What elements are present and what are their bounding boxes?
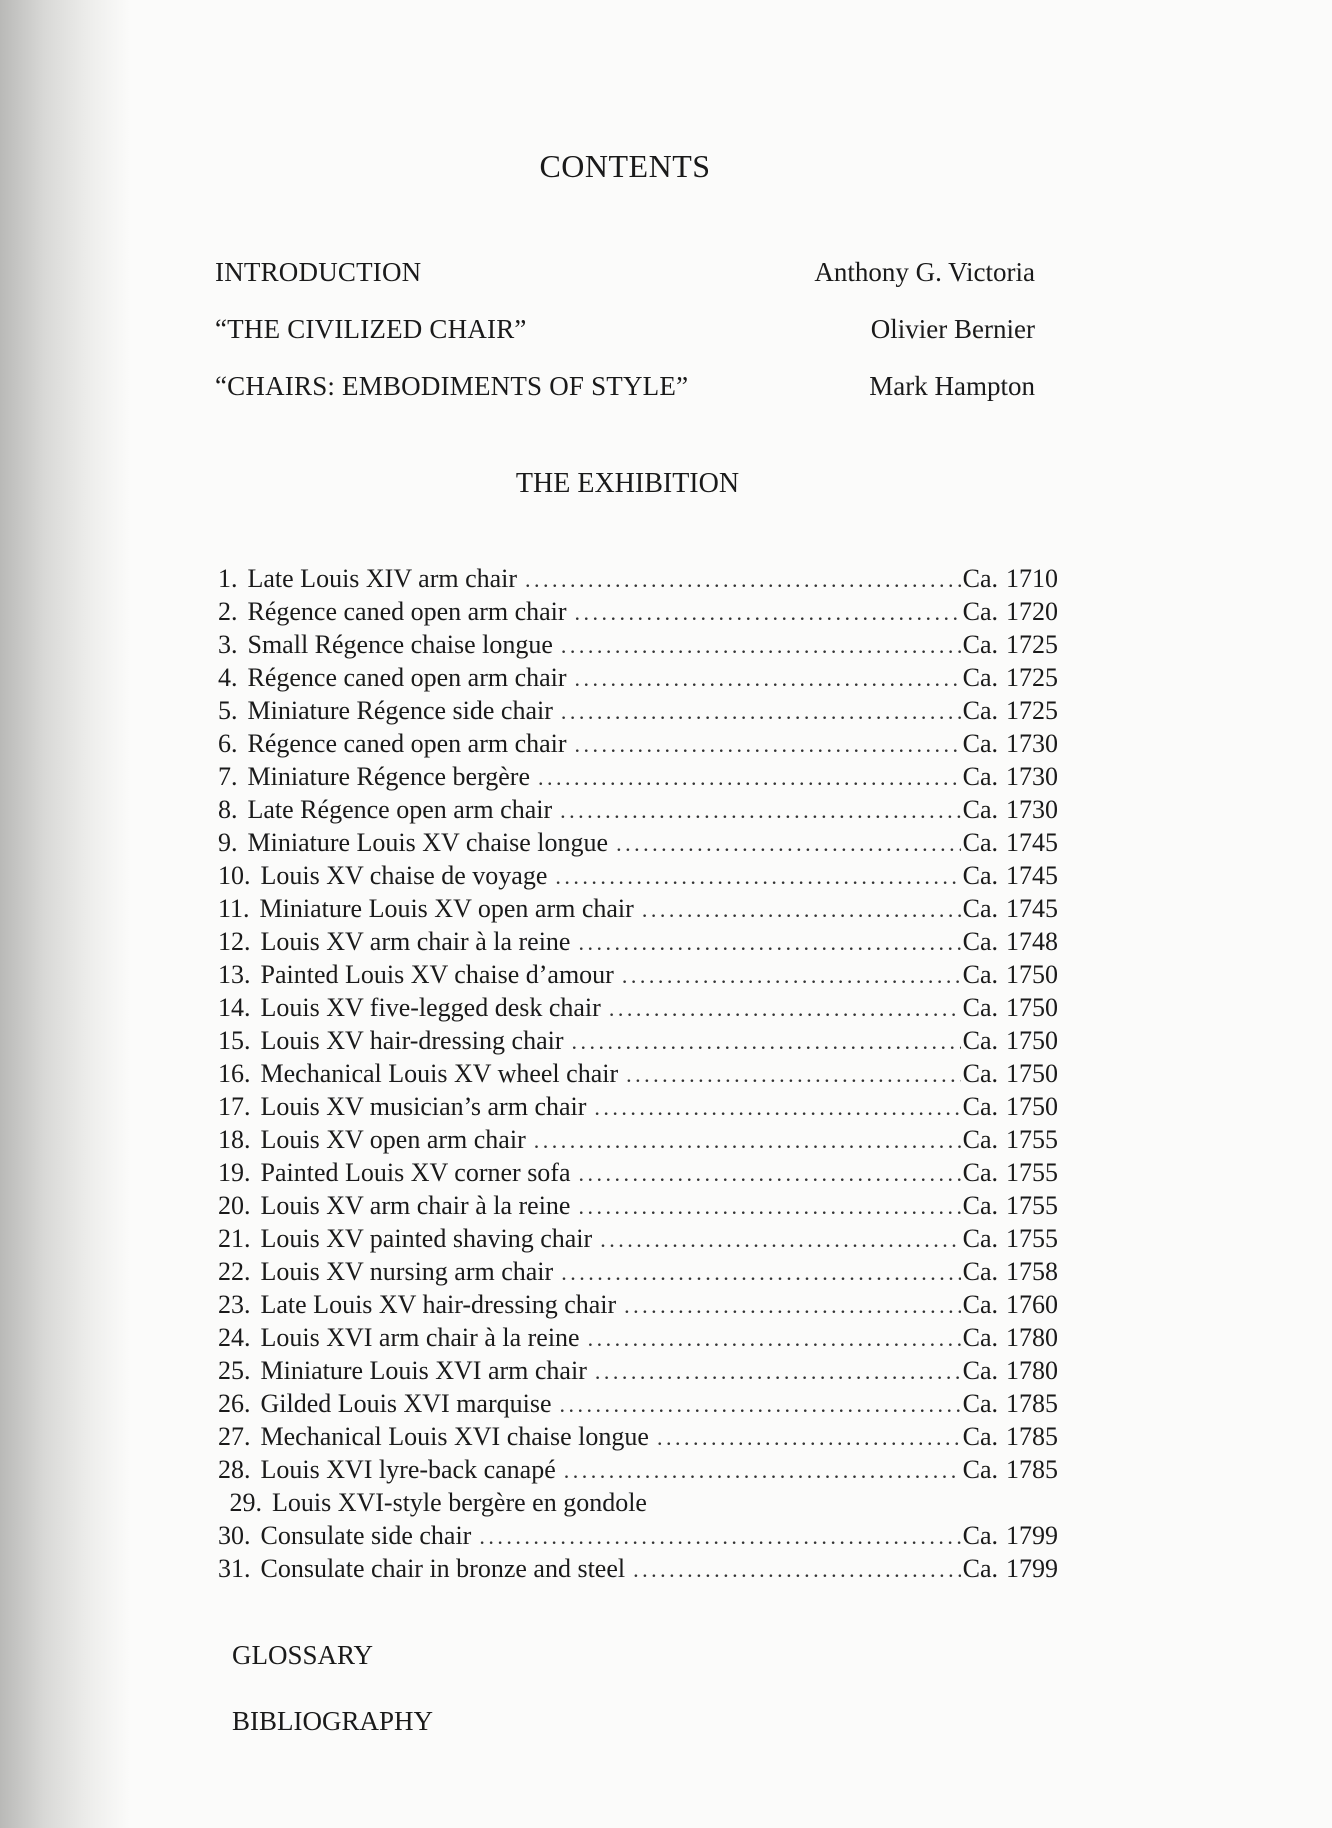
item-title: Louis XV five-legged desk chair	[260, 993, 601, 1022]
item-date-year: 1725	[1006, 630, 1058, 659]
item-date-year: 1750	[1006, 960, 1058, 989]
item-number: 26.	[218, 1389, 251, 1418]
item-number: 12.	[218, 927, 251, 956]
dot-leader	[578, 930, 960, 956]
dot-leader	[572, 1029, 961, 1055]
item-number: 9.	[218, 828, 238, 857]
item-date-year: 1730	[1006, 762, 1058, 791]
item-number: 23.	[218, 1290, 251, 1319]
item-date-circa: Ca.	[962, 1191, 998, 1220]
item-date-year: 1750	[1006, 1059, 1058, 1088]
exhibition-item-row	[218, 1323, 1058, 1356]
item-title: Louis XV nursing arm chair	[260, 1257, 554, 1286]
dot-leader	[600, 1227, 960, 1253]
item-number: 1.	[218, 564, 238, 593]
essay-title: “CHAIRS: EMBODIMENTS OF STYLE”	[215, 371, 689, 401]
item-date-year: 1785	[1006, 1422, 1058, 1451]
exhibition-item-row	[218, 861, 1058, 894]
exhibition-item-row	[218, 894, 1058, 927]
item-date-year: 1755	[1006, 1125, 1058, 1154]
item-date	[963, 1092, 1058, 1122]
item-number: 11.	[218, 894, 250, 923]
item-date-year: 1780	[1006, 1323, 1058, 1352]
item-date	[963, 696, 1058, 726]
dot-leader	[534, 1128, 961, 1154]
essay-title: INTRODUCTION	[215, 257, 422, 287]
item-date	[963, 894, 1058, 924]
item-number: 3.	[218, 630, 238, 659]
dot-leader	[642, 897, 961, 923]
dot-leader	[622, 963, 961, 989]
item-date-circa: Ca.	[962, 564, 998, 593]
item-date-year: 1755	[1006, 1191, 1058, 1220]
dot-leader	[657, 1425, 961, 1451]
item-number: 7.	[218, 762, 238, 791]
dot-leader	[575, 666, 961, 692]
item-date-circa: Ca.	[962, 762, 998, 791]
item-title: Miniature Louis XV open arm chair	[259, 894, 634, 923]
item-number: 2.	[218, 597, 238, 626]
item-date-circa: Ca.	[962, 597, 998, 626]
item-date-circa: Ca.	[962, 663, 998, 692]
item-date	[963, 828, 1058, 858]
exhibition-item-row	[218, 1389, 1058, 1422]
item-date-circa: Ca.	[962, 1455, 998, 1484]
item-date-circa: Ca.	[962, 1422, 998, 1451]
scan-page-shadow	[0, 0, 130, 1828]
exhibition-list	[218, 564, 1058, 1587]
exhibition-item-row	[218, 828, 1058, 861]
item-date	[963, 663, 1058, 693]
exhibition-item-row	[218, 795, 1058, 828]
item-date	[963, 630, 1058, 660]
item-title: Louis XV open arm chair	[260, 1125, 526, 1154]
item-date-circa: Ca.	[962, 1521, 998, 1550]
dot-leader	[579, 1161, 961, 1187]
glossary-entry: GLOSSARY	[232, 1640, 374, 1670]
item-date-year: 1750	[1006, 1092, 1058, 1121]
item-number: 28.	[218, 1455, 251, 1484]
item-date-year: 1710	[1006, 564, 1058, 593]
item-date	[963, 729, 1058, 759]
item-number: 16.	[218, 1059, 251, 1088]
item-date	[963, 1356, 1058, 1386]
item-title: Miniature Régence bergère	[247, 762, 530, 791]
item-number: 25.	[218, 1356, 251, 1385]
essay-row-introduction	[215, 257, 1035, 297]
exhibition-item-row	[218, 663, 1058, 696]
item-title: Louis XV painted shaving chair	[260, 1224, 593, 1253]
item-title: Painted Louis XV corner sofa	[260, 1158, 571, 1187]
essay-author: Olivier Bernier	[870, 314, 1035, 344]
item-date-circa: Ca.	[962, 1158, 998, 1187]
item-date-year: 1780	[1006, 1356, 1058, 1385]
item-date-circa: Ca.	[962, 1224, 998, 1253]
dot-leader	[561, 633, 961, 659]
item-date-circa: Ca.	[962, 993, 998, 1022]
item-date-year: 1799	[1006, 1521, 1058, 1550]
item-date-year: 1725	[1006, 696, 1058, 725]
item-date-circa: Ca.	[962, 729, 998, 758]
exhibition-item-row	[218, 630, 1058, 663]
item-title: Louis XVI-style bergère en gondole	[272, 1488, 647, 1517]
exhibition-item-row	[218, 993, 1058, 1026]
item-date-circa: Ca.	[962, 861, 998, 890]
item-number: 19.	[218, 1158, 251, 1187]
exhibition-item-row	[218, 564, 1058, 597]
item-date	[963, 1125, 1058, 1155]
item-title: Louis XV arm chair à la reine	[260, 1191, 571, 1220]
item-number: 15.	[218, 1026, 251, 1055]
essay-row-embodiments-of-style	[215, 371, 1035, 411]
item-title: Miniature Régence side chair	[247, 696, 553, 725]
item-date	[963, 1521, 1058, 1551]
item-date-year: 1755	[1006, 1158, 1058, 1187]
item-title: Louis XV musician’s arm chair	[260, 1092, 587, 1121]
item-title: Late Louis XIV arm chair	[247, 564, 518, 593]
item-date-year: 1750	[1006, 1026, 1058, 1055]
dot-leader	[525, 567, 961, 593]
item-title: Régence caned open arm chair	[247, 729, 567, 758]
exhibition-item-row	[218, 1521, 1058, 1554]
item-date-circa: Ca.	[962, 894, 998, 923]
item-date	[963, 1026, 1058, 1056]
dot-leader	[594, 1095, 960, 1121]
item-date-year: 1758	[1006, 1257, 1058, 1286]
dot-leader	[578, 1194, 960, 1220]
item-date-year: 1760	[1006, 1290, 1058, 1319]
item-date	[963, 564, 1058, 594]
item-date-circa: Ca.	[962, 1290, 998, 1319]
item-title: Late Louis XV hair-dressing chair	[260, 1290, 617, 1319]
exhibition-item-row	[218, 597, 1058, 630]
item-number: 10.	[218, 861, 251, 890]
item-date-circa: Ca.	[962, 1554, 998, 1583]
essay-row-civilized-chair	[215, 314, 1035, 354]
essay-author: Mark Hampton	[869, 371, 1035, 401]
exhibition-item-row	[218, 1257, 1058, 1290]
item-title: Consulate chair in bronze and steel	[260, 1554, 626, 1583]
bibliography-entry: BIBLIOGRAPHY	[232, 1706, 434, 1736]
item-date	[963, 1059, 1058, 1089]
item-number: 13.	[218, 960, 251, 989]
item-date-year: 1745	[1006, 828, 1058, 857]
item-title: Miniature Louis XVI arm chair	[260, 1356, 587, 1385]
dot-leader	[616, 831, 961, 857]
item-title: Mechanical Louis XVI chaise longue	[260, 1422, 649, 1451]
exhibition-item-row	[218, 1191, 1058, 1224]
item-date	[963, 1422, 1058, 1452]
item-date	[963, 795, 1058, 825]
item-number: 29.	[229, 1488, 262, 1517]
item-date	[963, 1389, 1058, 1419]
item-number: 18.	[218, 1125, 251, 1154]
item-date-year: 1748	[1006, 927, 1058, 956]
item-date	[963, 861, 1058, 891]
item-title: Louis XV hair-dressing chair	[260, 1026, 564, 1055]
exhibition-item-row	[218, 1125, 1058, 1158]
item-date-year: 1750	[1006, 993, 1058, 1022]
item-date-year: 1720	[1006, 597, 1058, 626]
item-number: 27.	[218, 1422, 251, 1451]
dot-leader	[633, 1557, 961, 1583]
dot-leader	[560, 1392, 961, 1418]
dot-leader	[555, 864, 960, 890]
item-date-year: 1785	[1006, 1389, 1058, 1418]
item-title: Louis XV arm chair à la reine	[260, 927, 571, 956]
item-date-circa: Ca.	[962, 828, 998, 857]
item-title: Mechanical Louis XV wheel chair	[260, 1059, 619, 1088]
item-date-year: 1799	[1006, 1554, 1058, 1583]
item-date-circa: Ca.	[962, 1257, 998, 1286]
item-date	[963, 1257, 1058, 1287]
item-date-circa: Ca.	[962, 1092, 998, 1121]
dot-leader	[609, 996, 961, 1022]
item-number: 6.	[218, 729, 238, 758]
item-date	[963, 993, 1058, 1023]
item-date-year: 1785	[1006, 1455, 1058, 1484]
item-date	[963, 1191, 1058, 1221]
item-number: 5.	[218, 696, 238, 725]
essay-author: Anthony G. Victoria	[814, 257, 1035, 287]
item-date-year: 1730	[1006, 795, 1058, 824]
essay-title: “THE CIVILIZED CHAIR”	[215, 314, 527, 344]
item-date-year: 1725	[1006, 663, 1058, 692]
item-date-circa: Ca.	[962, 927, 998, 956]
exhibition-heading: THE EXHIBITION	[515, 468, 740, 499]
item-number: 21.	[218, 1224, 251, 1253]
item-date	[963, 1323, 1058, 1353]
item-title: Louis XV chaise de voyage	[260, 861, 548, 890]
dot-leader	[575, 600, 961, 626]
item-number: 14.	[218, 993, 251, 1022]
exhibition-item-row	[218, 762, 1058, 795]
item-date	[963, 1158, 1058, 1188]
exhibition-item-row	[218, 1488, 1058, 1521]
item-number: 20.	[218, 1191, 251, 1220]
dot-leader	[479, 1524, 960, 1550]
item-title: Consulate side chair	[260, 1521, 472, 1550]
item-number: 31.	[218, 1554, 251, 1583]
exhibition-item-row	[218, 1356, 1058, 1389]
item-date	[963, 1455, 1058, 1485]
item-date-year: 1755	[1006, 1224, 1058, 1253]
item-title: Late Régence open arm chair	[247, 795, 553, 824]
item-number: 17.	[218, 1092, 251, 1121]
exhibition-item-row	[218, 1158, 1058, 1191]
exhibition-item-row	[218, 1455, 1058, 1488]
dot-leader	[560, 798, 960, 824]
item-date-year: 1745	[1006, 861, 1058, 890]
item-title: Gilded Louis XVI marquise	[260, 1389, 552, 1418]
item-date-circa: Ca.	[962, 1356, 998, 1385]
exhibition-item-row	[218, 960, 1058, 993]
item-date-circa: Ca.	[962, 1323, 998, 1352]
exhibition-item-row	[218, 1224, 1058, 1257]
item-date-circa: Ca.	[962, 1059, 998, 1088]
exhibition-item-row	[218, 1092, 1058, 1125]
exhibition-item-row	[218, 1554, 1058, 1587]
item-date-circa: Ca.	[962, 630, 998, 659]
dot-leader	[564, 1458, 961, 1484]
exhibition-item-row	[218, 927, 1058, 960]
item-title: Louis XVI arm chair à la reine	[260, 1323, 580, 1352]
exhibition-item-row	[218, 1290, 1058, 1323]
item-number: 8.	[218, 795, 238, 824]
item-title: Miniature Louis XV chaise longue	[247, 828, 609, 857]
dot-leader	[624, 1293, 960, 1319]
item-date	[963, 927, 1058, 957]
item-date-circa: Ca.	[962, 795, 998, 824]
exhibition-item-row	[218, 696, 1058, 729]
item-number: 30.	[218, 1521, 251, 1550]
dot-leader	[626, 1062, 960, 1088]
dot-leader	[561, 1260, 960, 1286]
item-number: 24.	[218, 1323, 251, 1352]
item-date	[963, 597, 1058, 627]
item-title: Painted Louis XV chaise d’amour	[260, 960, 614, 989]
item-title: Small Régence chaise longue	[247, 630, 553, 659]
item-date-circa: Ca.	[962, 1125, 998, 1154]
item-date-circa: Ca.	[962, 1026, 998, 1055]
item-title: Régence caned open arm chair	[247, 663, 567, 692]
item-date-circa: Ca.	[962, 960, 998, 989]
exhibition-item-row	[218, 1026, 1058, 1059]
dot-leader	[575, 732, 961, 758]
exhibition-item-row	[218, 729, 1058, 762]
item-date	[963, 1290, 1058, 1320]
item-date-year: 1745	[1006, 894, 1058, 923]
item-date-circa: Ca.	[962, 696, 998, 725]
exhibition-item-row	[218, 1059, 1058, 1092]
item-date	[963, 1224, 1058, 1254]
dot-leader	[538, 765, 961, 791]
item-title: Régence caned open arm chair	[247, 597, 567, 626]
item-date-circa: Ca.	[962, 1389, 998, 1418]
dot-leader	[588, 1326, 961, 1352]
item-date	[963, 1554, 1058, 1584]
dot-leader	[561, 699, 961, 725]
exhibition-item-row	[218, 1422, 1058, 1455]
item-title: Louis XVI lyre-back canapé	[260, 1455, 556, 1484]
dot-leader	[595, 1359, 961, 1385]
item-date	[963, 762, 1058, 792]
page-title: CONTENTS	[539, 148, 711, 184]
item-date	[963, 960, 1058, 990]
item-date-year: 1730	[1006, 729, 1058, 758]
item-number: 4.	[218, 663, 238, 692]
item-number: 22.	[218, 1257, 251, 1286]
